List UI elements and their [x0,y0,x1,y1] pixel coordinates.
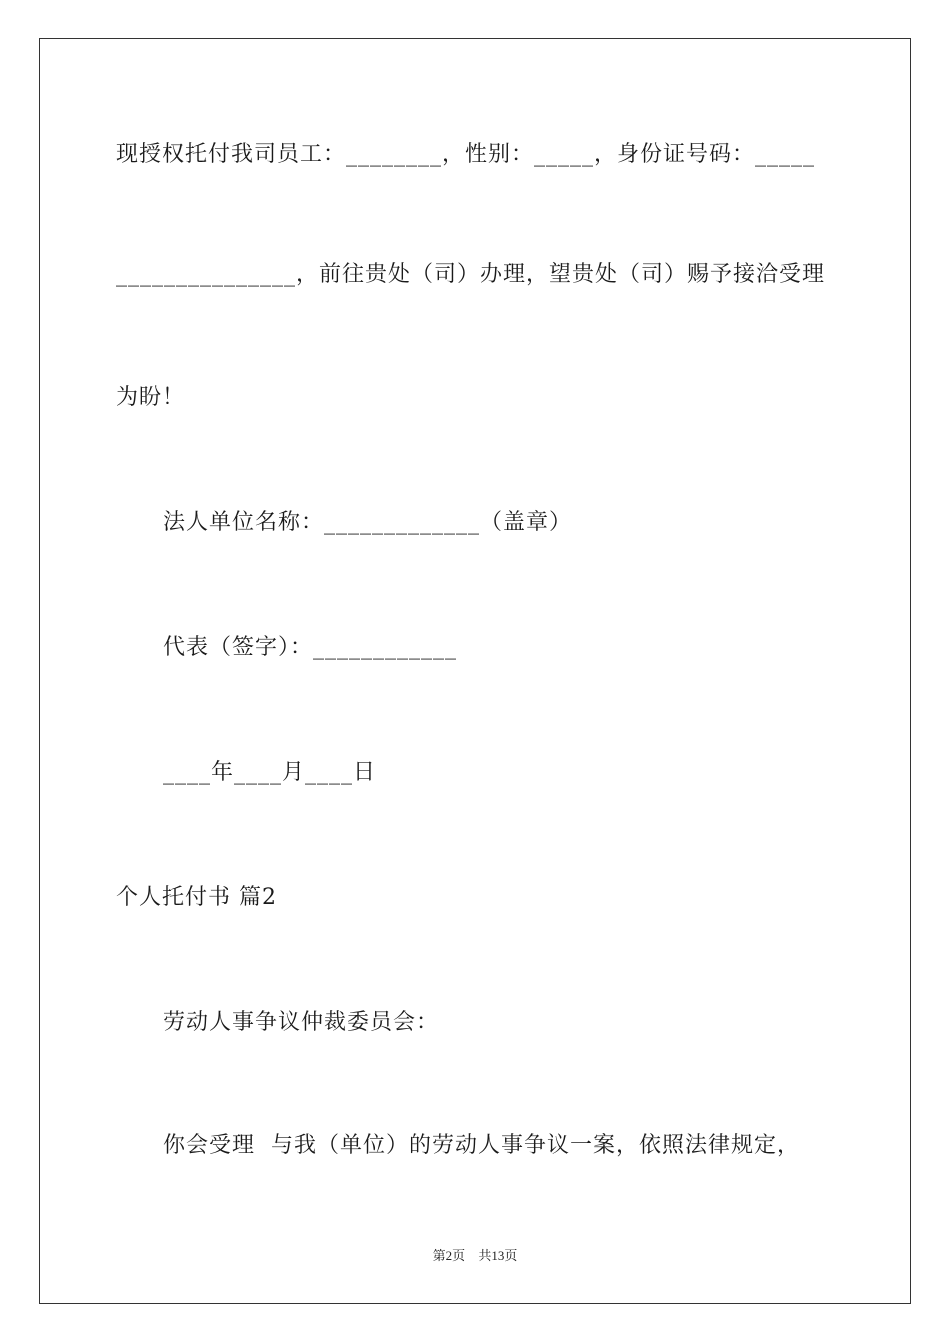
text-line-representative-signature: 代表（签字）：____________ [163,635,458,660]
text-line-case-statement: 你会受理 与我（单位）的劳动人事争议一案，依照法律规定， [163,1133,800,1158]
text-line-company-name: 法人单位名称：_____________（盖章） [163,510,573,535]
text-line-handle-matter: _______________，前往贵处（司）办理，望贵处（司）赐予接洽受理 [116,262,826,287]
text-line-closing: 为盼！ [116,385,186,410]
page-total: 共13页 [478,1248,518,1263]
text-line-addressee: 劳动人事争议仲裁委员会： [163,1010,440,1035]
section-heading: 个人托付书 篇2 [116,885,277,910]
page-border [39,38,911,1304]
text-line-date: ____年____月____日 [163,760,377,785]
text-line-authorization: 现授权托付我司员工：________，性别：_____，身份证号码：_____ [116,142,816,167]
page-number: 第2页 [432,1248,466,1263]
page-footer [0,1247,950,1265]
